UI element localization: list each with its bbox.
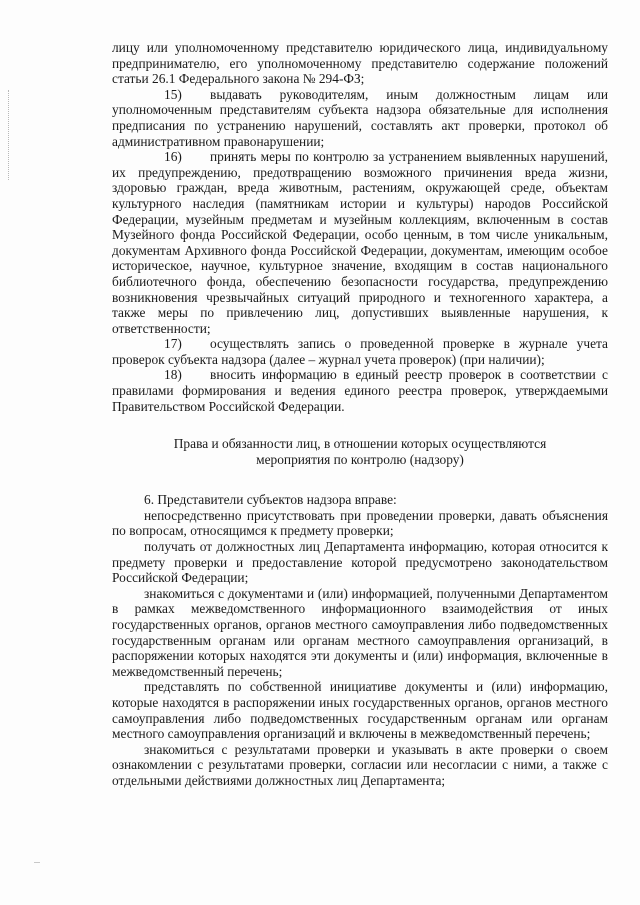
list-item-number: 16) bbox=[164, 149, 182, 165]
list-item-17 bbox=[112, 336, 608, 367]
list-item-15 bbox=[112, 87, 608, 149]
list-item-text: осуществлять запись о проведенной проверке в журнале учета проверок субъекта надзора (далее – журнал учета проверок) (при наличии); bbox=[112, 336, 608, 367]
list-item-number: 18) bbox=[164, 367, 182, 383]
list-item-number: 15) bbox=[164, 86, 182, 102]
section-paragraph: представлять по собственной инициативе документы и (или) информацию, которые находятся в распоряжении иных государственных органов, органов местного самоуправления либо подведомственных государственным органам или органам местного самоуправления организаций и включены в межведомственный перечень; bbox=[112, 679, 608, 742]
section-heading bbox=[112, 436, 608, 468]
list-item-text: выдавать руководителям, иным должностным лицам или уполномоченным представителям субъекта надзора обязательные для исполнения предписания по устранению нарушений, составлять акт проверки, протокол об административном правонарушении; bbox=[112, 86, 608, 149]
list-item-text: принять меры по контролю за устранением выявленных нарушений, их предупреждению, предотвращению возможного причинения вреда жизни, здоровью граждан, вреда животным, растениям, окружающей среде, объектам культурного наследия (памятникам истории и культуры) народов Российской Федерации, музейным предметам и музейным коллекциям, включенным в состав Музейного фонда Российской Федерации, особо ценным, в том числе уникальным, документам Архивного фонда Российской Федерации, документам, имеющим особое историческое, научное, культурное значение, входящим в состав национального библиотечного фонда, обеспечению безопасности государства, предупреждению возникновения чрезвычайных ситуаций природного и техногенного характера, а также меры по привлечению лиц, допустивших выявленные нарушения, к ответственности; bbox=[112, 149, 608, 336]
scan-margin-marks bbox=[8, 90, 13, 180]
section-paragraph: знакомиться с результатами проверки и указывать в акте проверки о своем ознакомлении с результатами проверки, согласии или несогласии с ними, а также с отдельными действиями должностных лиц Департамента; bbox=[112, 741, 608, 788]
list-item-text: вносить информацию в единый реестр проверок в соответствии с правилами формирования и ведения единого реестра проверок, утверждаемыми Правительством Российской Федерации. bbox=[112, 367, 608, 414]
list-item-number: 17) bbox=[164, 336, 182, 352]
intro-paragraph: лицу или уполномоченному представителю юридического лица, индивидуальному предпринимателю, его уполномоченному представителю содержание положений статьи 26.1 Федерального закона № 294-ФЗ; bbox=[112, 40, 608, 87]
scan-bottom-mark bbox=[34, 862, 40, 863]
section-paragraph: непосредственно присутствовать при проведении проверки, давать объяснения по вопросам, относящимся к предмету проверки; bbox=[112, 507, 608, 539]
section-paragraph: получать от должностных лиц Департамента информацию, которая относится к предмету проверки и предоставление которой предусмотрено законодательством Российской Федерации; bbox=[112, 539, 608, 586]
section-paragraph-intro: 6. Представители субъектов надзора вправе: bbox=[144, 492, 397, 508]
section-heading-line-1: Права и обязанности лиц, в отношении которых осуществляются bbox=[173, 436, 547, 452]
section-heading-line-2: мероприятия по контролю (надзору) bbox=[256, 452, 464, 468]
list-item-18 bbox=[112, 367, 608, 414]
list-item-16 bbox=[112, 149, 608, 336]
section-paragraph: знакомиться с документами и (или) информацией, полученными Департаментом в рамках межведомственного информационного взаимодействия от иных государственных органов, органов местного самоуправления либо подведомственных государственным органам или органам местного самоуправления организаций, в распоряжении которых находятся эти документы и (или) информация, включенные в межведомственный перечень; bbox=[112, 585, 608, 679]
document-body bbox=[112, 40, 608, 789]
